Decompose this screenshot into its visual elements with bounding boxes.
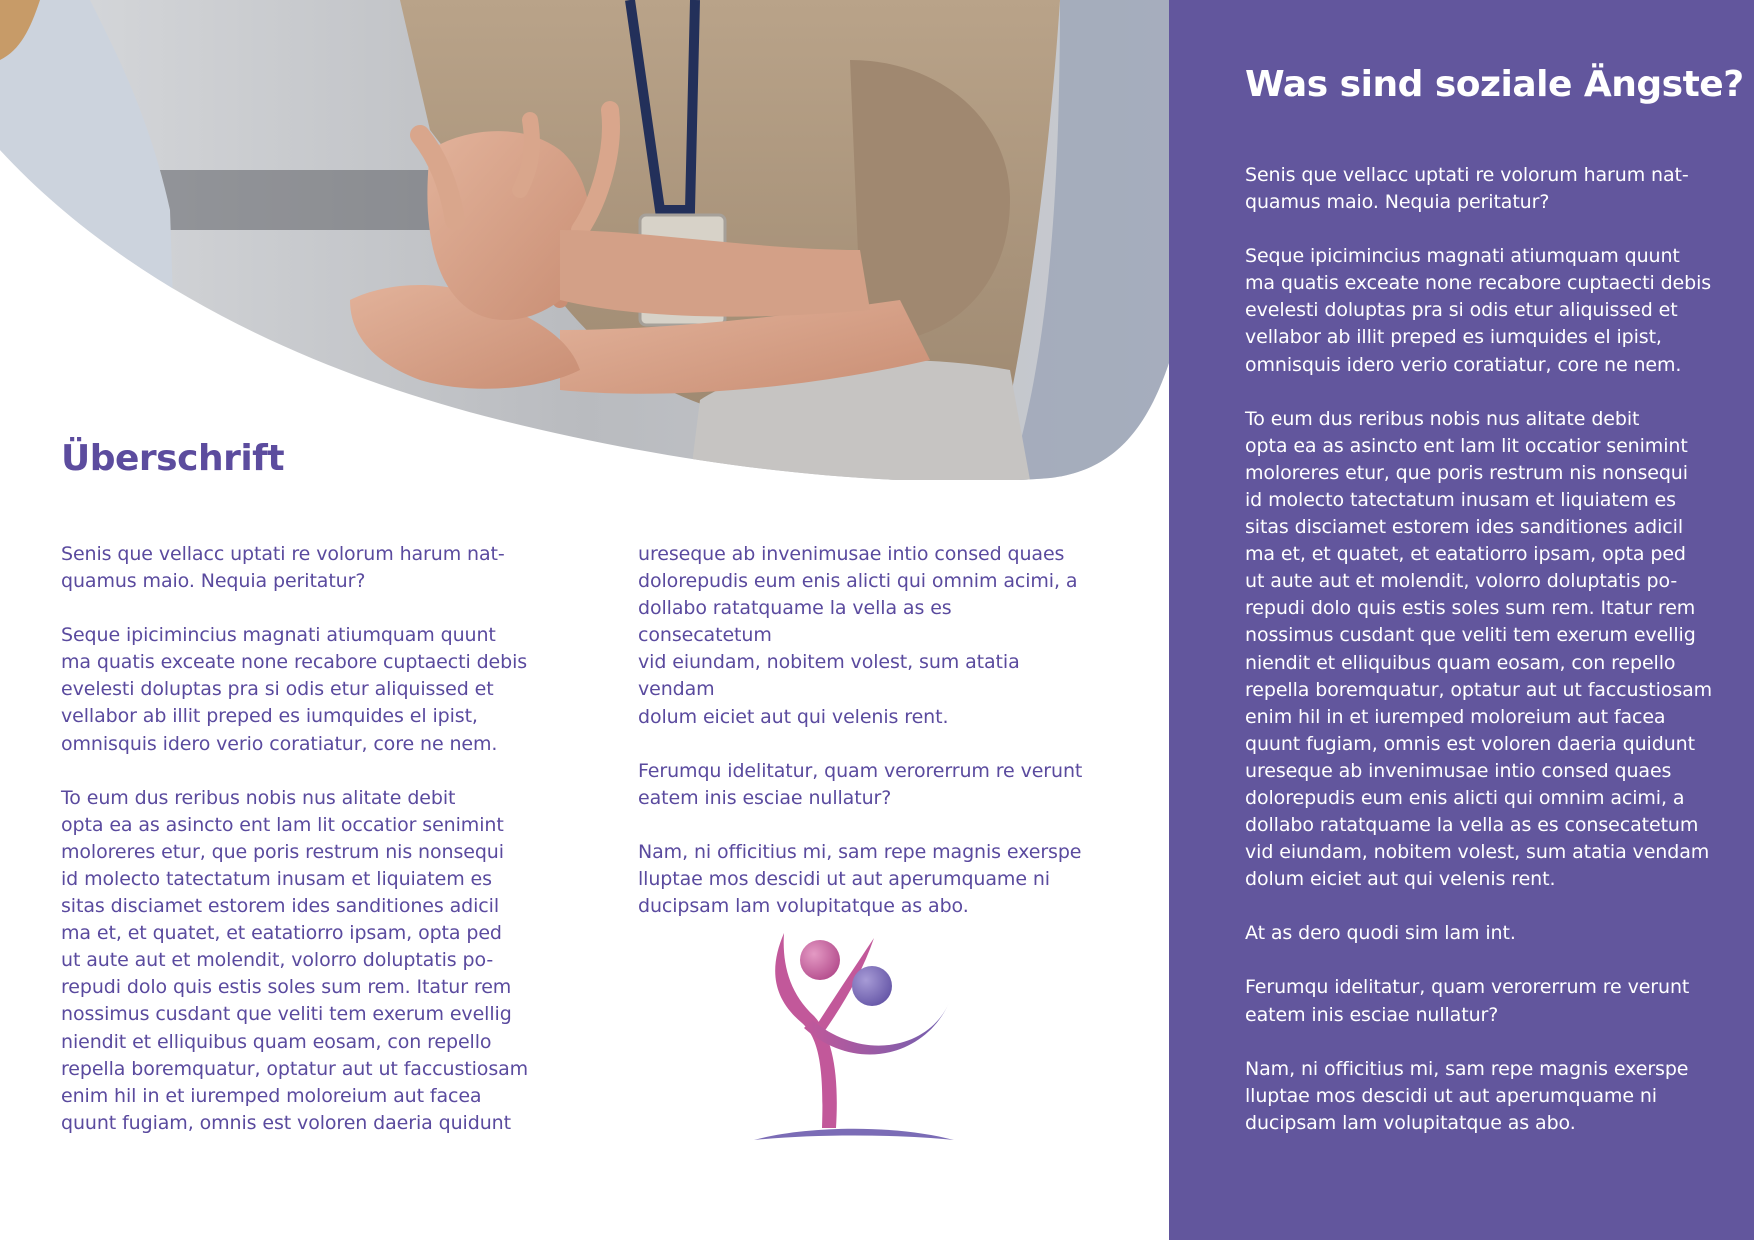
- paragraph: At as dero quodi sim lam int.: [1245, 922, 1516, 945]
- paragraph: ureseque ab invenimusae intio consed quaes dolorepudis eum enis alicti qui omnim acimi, a dollabo ratatquame la vella as es consecatetum vid eiundam, nobitem volest, sum atatia vendam dolum eiciet aut qui velenis rent.: [638, 543, 1078, 728]
- logo-icon: [744, 928, 980, 1148]
- panel-heading: Was sind soziale Ängste?: [1245, 64, 1744, 105]
- paragraph: Seque ipicimincius magnati atiumquam quunt ma quatis exceate none recabore cuptaecti debis evelesti doluptas pra si odis etur aliquissed et vellabor ab illit preped es iumquides el ipist, omnisquis idero verio coratiatur, core ne nem.: [1245, 245, 1712, 376]
- hero-photo-illustration: [0, 0, 1170, 480]
- paragraph: Seque ipicimincius magnati atiumquam quunt ma quatis exceate none recabore cuptaecti debis evelesti doluptas pra si odis etur aliquissed et vellabor ab illit preped es iumquides el ipist, omnisquis idero verio coratiatur, core ne nem.: [61, 624, 528, 755]
- paragraph: Ferumqu idelitatur, quam verorerrum re verunt eatem inis esciae nullatur?: [1245, 976, 1690, 1026]
- paragraph: Nam, ni officitius mi, sam repe magnis exerspe lluptae mos descidi ut aut aperumquame ni ducipsam lam volupitatque as abo.: [638, 840, 1082, 918]
- paragraph: Ferumqu idelitatur, quam verorerrum re verunt eatem inis esciae nullatur?: [638, 759, 1083, 809]
- page-heading: Überschrift: [61, 438, 285, 479]
- right-text-column: [1245, 162, 1715, 1164]
- paragraph: Senis que vellacc uptati re volorum harum nat- quamus maio. Nequia peritatur?: [61, 543, 505, 593]
- paragraph: To eum dus reribus nobis nus alitate debit opta ea as asincto ent lam lit occatior senimint moloreres etur, que poris restrum nis nonsequi id molecto tatectatum inusam et liquiatem es sitas disciamet estorem ides sanditiones adicil ma et, et quatet, et eatatiorro ipsam, opta ped ut aute aut et molendit, volorro doluptatis po- repudi dolo quis estis soles sum rem. Itatur rem nossimus cusdant que veliti tem exerum evellig niendit et elliquibus quam eosam, con repello repella boremquatur, optatur aut ut faccustiosam enim hil in et iuremped moloreium aut facea quunt fugiam, omnis est voloren daeria quidunt: [61, 786, 529, 1134]
- middle-text-column: [638, 541, 1088, 947]
- left-text-column: [61, 541, 531, 1164]
- paragraph: Senis que vellacc uptati re volorum harum nat- quamus maio. Nequia peritatur?: [1245, 164, 1689, 214]
- hero-photo: [0, 0, 1170, 480]
- paragraph: Nam, ni officitius mi, sam repe magnis exerspe lluptae mos descidi ut aut aperumquame ni ducipsam lam volupitatque as abo.: [1245, 1057, 1689, 1134]
- paragraph: To eum dus reribus nobis nus alitate debit opta ea as asincto ent lam lit occatior senimint moloreres etur, que poris restrum nis nonsequi id molecto tatectatum inusam et liquiatem es sitas disciamet estorem ides sanditiones adicil ma et, et quatet, et eatatiorro ipsam, opta ped ut aute aut et molendit, volorro doluptatis po- repudi dolo quis estis soles sum rem. Itatur rem nossimus cusdant que veliti tem exerum evellig niendit et elliquibus quam eosam, con repello repella boremquatur, optatur aut ut faccustiosam enim hil in et iuremped moloreium aut facea quunt fugiam, omnis est voloren daeria quidunt ureseque ab invenimusae intio consed quaes dolorepudis eum enis alicti qui omnim acimi, a dollabo ratatquame la vella as es consecatetum vid eiundam, nobitem volest, sum atatia vendam dolum eiciet aut qui velenis rent.: [1245, 407, 1713, 891]
